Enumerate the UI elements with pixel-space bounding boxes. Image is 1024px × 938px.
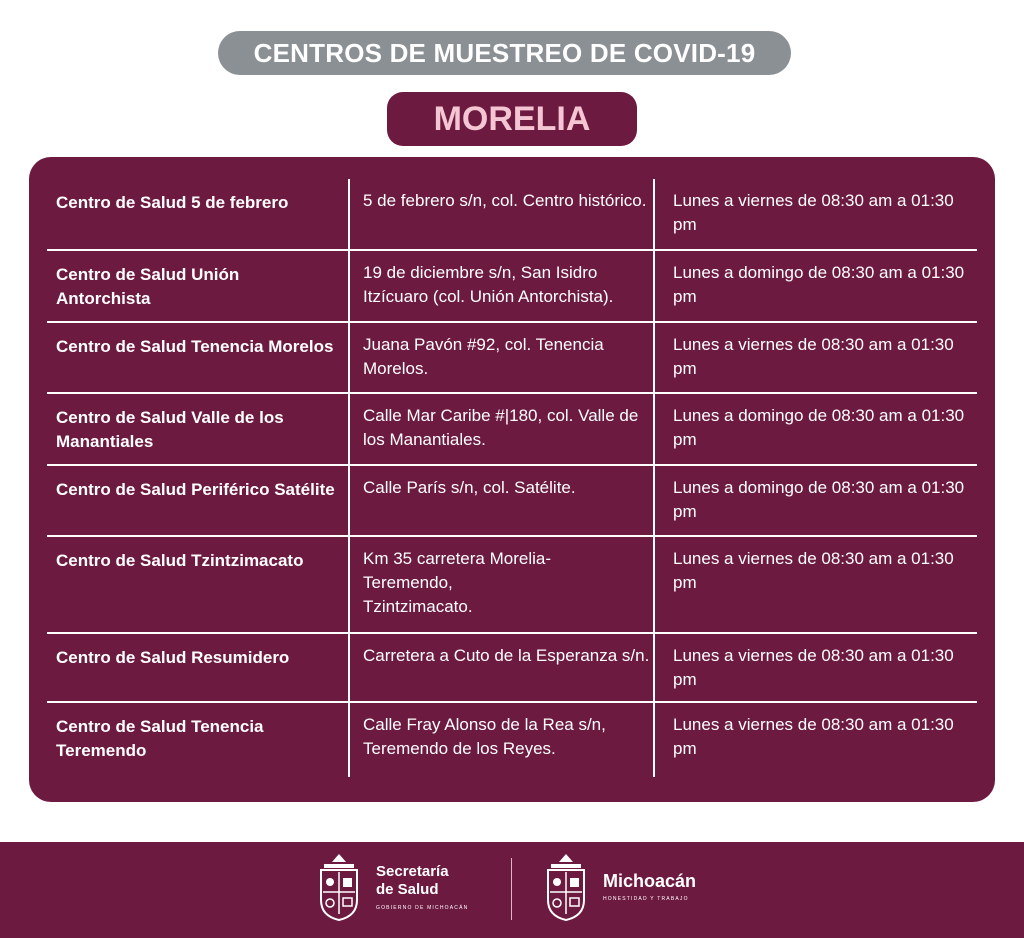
city-title: MORELIA <box>387 92 637 146</box>
center-name: Centro de Salud Tenencia Morelos <box>56 337 334 356</box>
center-name: Centro de Salud Resumidero <box>56 648 290 667</box>
center-name: Centro de Salud Unión Antorchista <box>56 265 240 308</box>
page-title: CENTROS DE MUESTREO DE COVID-19 <box>218 31 791 75</box>
center-hours: Lunes a viernes de 08:30 am a 01:30 pm <box>673 335 954 378</box>
center-hours: Lunes a viernes de 08:30 am a 01:30 pm <box>673 646 954 689</box>
table-row <box>47 323 977 394</box>
table-row <box>47 466 977 537</box>
logo1-sub: GOBIERNO DE MICHOACÁN <box>376 905 469 911</box>
center-name: Centro de Salud Tenencia Teremendo <box>56 717 264 760</box>
center-address: Calle París s/n, col. Satélite. <box>363 478 576 497</box>
center-address: Calle Mar Caribe #|180, col. Valle de los Manantiales. <box>363 406 639 449</box>
center-address: Km 35 carretera Morelia-Teremendo, Tzintzimacato. <box>363 549 552 616</box>
center-hours: Lunes a domingo de 08:30 am a 01:30 pm <box>673 263 965 306</box>
center-hours: Lunes a viernes de 08:30 am a 01:30 pm <box>673 715 954 758</box>
logo1-line2: de Salud <box>376 881 439 898</box>
center-name: Centro de Salud Valle de los Manantiales <box>56 408 284 451</box>
logo2-sub: HONESTIDAD Y TRABAJO <box>603 896 689 902</box>
center-hours: Lunes a viernes de 08:30 am a 01:30 pm <box>673 191 954 234</box>
table-row <box>47 634 977 703</box>
center-name: Centro de Salud Tzintzimacato <box>56 551 304 570</box>
center-hours: Lunes a domingo de 08:30 am a 01:30 pm <box>673 478 965 521</box>
center-address: 5 de febrero s/n, col. Centro histórico. <box>363 191 647 210</box>
center-address: Carretera a Cuto de la Esperanza s/n. <box>363 646 650 665</box>
michoacan-logo <box>543 852 696 922</box>
center-hours: Lunes a viernes de 08:30 am a 01:30 pm <box>673 549 954 592</box>
logo2-main: Michoacán <box>603 871 697 891</box>
center-hours: Lunes a domingo de 08:30 am a 01:30 pm <box>673 406 965 449</box>
secretaria-logo <box>316 852 468 922</box>
centers-table <box>29 157 995 802</box>
center-name: Centro de Salud 5 de febrero <box>56 193 289 212</box>
center-address: 19 de diciembre s/n, San Isidro Itzícuaro (col. Unión Antorchista). <box>363 263 614 306</box>
coat-of-arms-icon <box>316 852 362 922</box>
center-address: Calle Fray Alonso de la Rea s/n, Teremendo de los Reyes. <box>363 715 606 758</box>
center-name: Centro de Salud Periférico Satélite <box>56 480 335 499</box>
table-row <box>47 703 977 778</box>
table-row <box>47 394 977 466</box>
coat-of-arms-icon <box>543 852 589 922</box>
center-address: Juana Pavón #92, col. Tenencia Morelos. <box>363 335 604 378</box>
footer-divider <box>511 858 512 920</box>
logo1-line1: Secretaría <box>376 863 449 880</box>
table-row <box>47 251 977 323</box>
footer <box>0 842 1024 938</box>
table-row <box>47 179 977 251</box>
table-row <box>47 537 977 634</box>
